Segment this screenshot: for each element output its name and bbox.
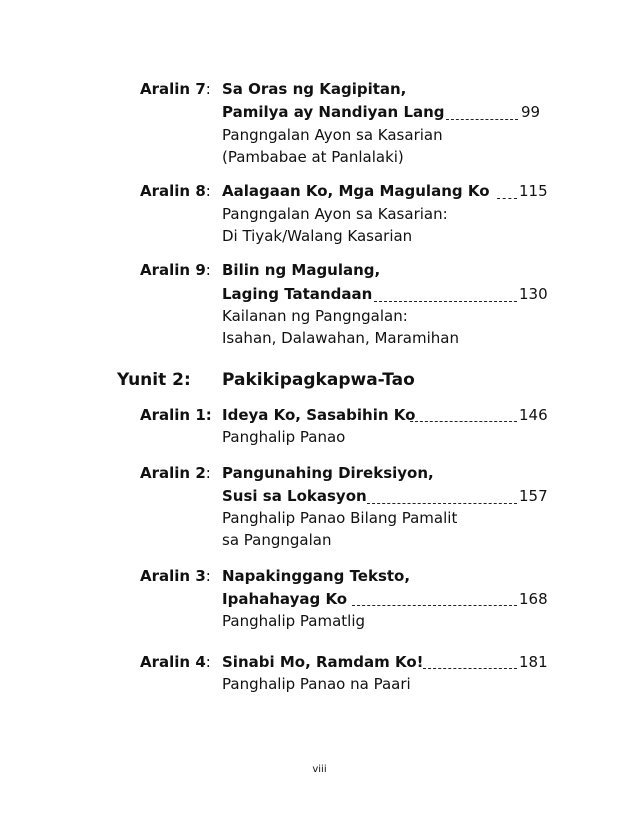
lesson-title-line: Bilin ng Magulang, bbox=[222, 261, 381, 279]
dot-leader bbox=[423, 668, 517, 669]
lesson-title-line: Sinabi Mo, Ramdam Ko! bbox=[222, 653, 424, 671]
lesson-subtitle-line: Isahan, Dalawahan, Maramihan bbox=[222, 329, 459, 347]
lesson-title-line: Sa Oras ng Kagipitan, bbox=[222, 80, 407, 98]
dot-leader bbox=[497, 198, 517, 199]
page-number: 130 bbox=[519, 285, 548, 303]
page-number: 146 bbox=[519, 406, 548, 424]
lesson-title-line: Pamilya ay Nandiyan Lang bbox=[222, 103, 445, 121]
lesson-label: Aralin 9: bbox=[140, 261, 211, 279]
lesson-label: Aralin 8: bbox=[140, 182, 211, 200]
lesson-subtitle-line: Di Tiyak/Walang Kasarian bbox=[222, 227, 413, 245]
lesson-title-line: Ipahahayag Ko bbox=[222, 590, 348, 608]
dot-leader bbox=[352, 605, 517, 606]
page-number: 115 bbox=[519, 182, 548, 200]
lesson-subtitle-line: Panghalip Panao Bilang Pamalit bbox=[222, 509, 458, 527]
page-number: 157 bbox=[519, 487, 548, 505]
lesson-subtitle-line: Pangngalan Ayon sa Kasarian bbox=[222, 126, 443, 144]
lesson-title-line: Susi sa Lokasyon bbox=[222, 487, 367, 505]
dot-leader bbox=[410, 421, 517, 422]
lesson-label: Aralin 7: bbox=[140, 80, 211, 98]
lesson-label: Aralin 1: bbox=[140, 406, 212, 424]
page-number: 181 bbox=[519, 653, 548, 671]
lesson-subtitle-line: Kailanan ng Pangngalan: bbox=[222, 307, 408, 325]
lesson-subtitle-line: Panghalip Panao na Paari bbox=[222, 675, 411, 693]
lesson-title-line: Aalagaan Ko, Mga Magulang Ko bbox=[222, 182, 490, 200]
unit-title: Pakikipagkapwa-Tao bbox=[222, 370, 415, 390]
lesson-label: Aralin 2: bbox=[140, 464, 211, 482]
page-number: 168 bbox=[519, 590, 548, 608]
lesson-title-line: Ideya Ko, Sasabihin Ko bbox=[222, 406, 416, 424]
lesson-subtitle-line: Panghalip Pamatlig bbox=[222, 612, 366, 630]
page-footer-number: viii bbox=[312, 764, 327, 775]
unit-label: Yunit 2: bbox=[117, 370, 191, 390]
lesson-subtitle-line: sa Pangngalan bbox=[222, 531, 332, 549]
lesson-subtitle-line: Panghalip Panao bbox=[222, 428, 346, 446]
lesson-title-line: Pangunahing Direksiyon, bbox=[222, 464, 434, 482]
lesson-title-line: Laging Tatandaan bbox=[222, 285, 373, 303]
dot-leader bbox=[374, 301, 517, 302]
dot-leader bbox=[446, 119, 518, 120]
lesson-subtitle-line: (Pambabae at Panlalaki) bbox=[222, 148, 404, 166]
lesson-label: Aralin 3: bbox=[140, 567, 211, 585]
lesson-label: Aralin 4: bbox=[140, 653, 211, 671]
dot-leader bbox=[367, 503, 517, 504]
lesson-subtitle-line: Pangngalan Ayon sa Kasarian: bbox=[222, 205, 448, 223]
page-number: 99 bbox=[521, 103, 541, 121]
lesson-title-line: Napakinggang Teksto, bbox=[222, 567, 411, 585]
